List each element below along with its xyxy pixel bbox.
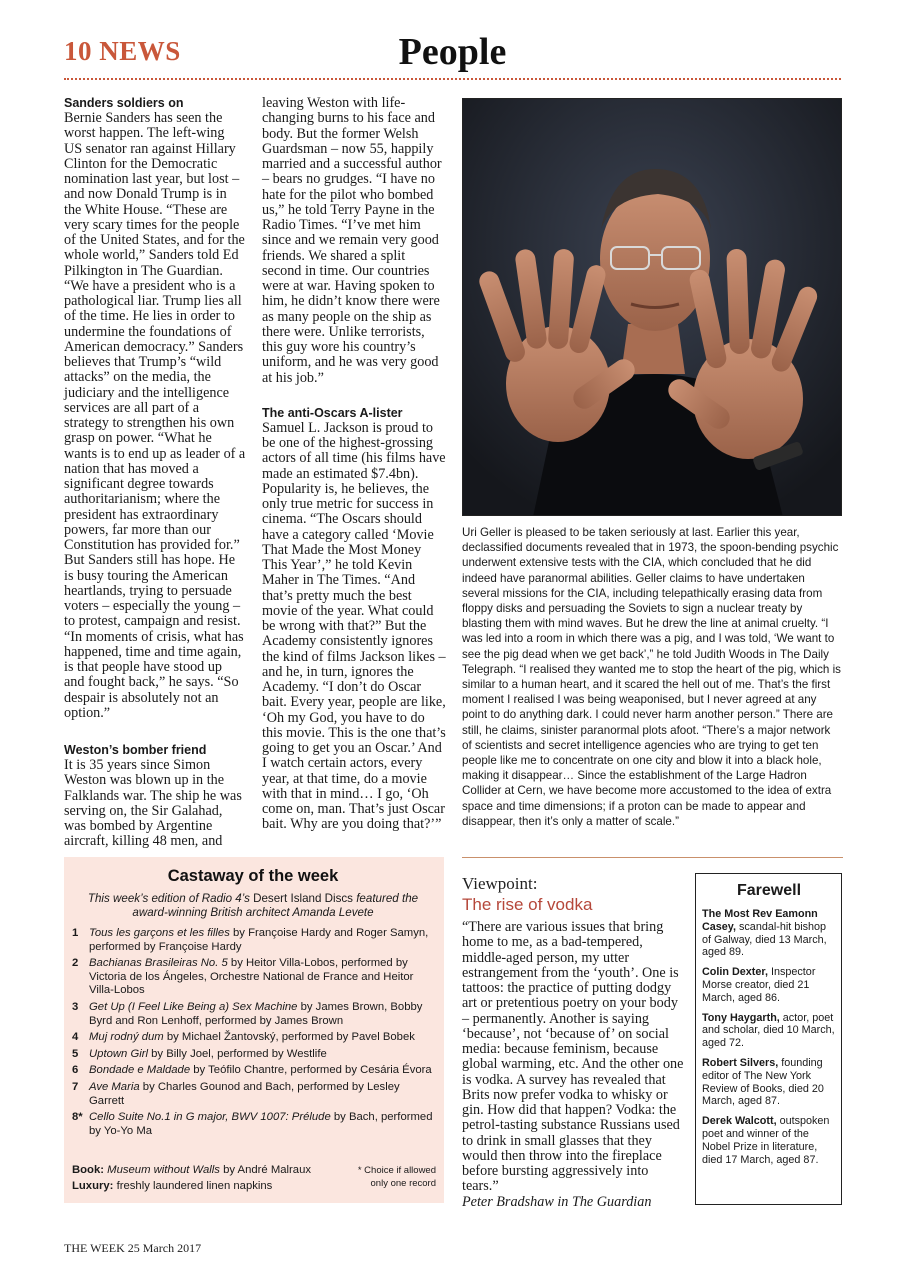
viewpoint-article: [462, 874, 684, 1210]
weston-body-continued: leaving Weston with life-changing burns to his face and body. But the former Welsh Guardsman – now 55, happily married and a successful author – bears no grudges. “I have no hate for the pilot who bombed us,” he told Terry Payne in the Radio Times. “I’ve met him since and we remain very good friends. We shared a split second in time. Our countries were at war. Having spoken to him, he didn’t know there were as many people on the ship as there were. Unlike terrorists, this guy wore his country’s uniform, and he was very good at his job.”: [262, 95, 442, 386]
weston-heading: Weston’s bomber friend: [64, 743, 207, 757]
track-title: Bondade e Maldade: [89, 1064, 191, 1077]
track-credits: by Heitor Villa-Lobos, performed by Victoria de los Ángeles, Orchestre National de France and Heitor Villa-Lobos: [89, 957, 414, 997]
castaway-title: Castaway of the week: [167, 867, 339, 885]
farewell-entry: [702, 908, 836, 959]
track-number: 4: [72, 1031, 79, 1044]
track-item: [72, 1111, 434, 1138]
farewell-box: [695, 873, 842, 1205]
farewell-name: Robert Silvers,: [702, 1056, 779, 1069]
track-number: 6: [72, 1064, 79, 1077]
track-credits: by James Brown, Bobby Byrd and Ron Lenhoff, performed by James Brown: [89, 1000, 423, 1027]
track-title: Cello Suite No.1 in G major, BWV 1007: Prélude: [89, 1111, 331, 1124]
jackson-body: Samuel L. Jackson is proud to be one of the highest-grossing actors of all time (his films have made an estimated $7.4bn). Popularity is, he believes, the only true metric for success in cinema. “The Oscars should have a category called ‘Movie That Made the Most Money This Year’,” he told Kevin Maher in The Times. “And that’s pretty much the best movie of the year. What could be wrong with that?” But the Academy consistently ignores the kind of films Jackson likes – and he, in turn, ignores the Academy. “I don’t do Oscar bait. Every year, people are like, ‘Oh my God, you have to do this movie. This is the one that’s going to get you an Oscar.’ And I watch certain actors, every year, at that time, do a movie with that in mind… I go, ‘Oh come on, man. That’s just Oscar bait. Why are you doing that?’”: [262, 419, 446, 833]
photo-caption: Uri Geller is pleased to be taken seriously at last. Earlier this year, declassified documents revealed that in 1973, the spoon-bending psychic underwent extensive tests with the CIA, which concluded that he did indeed have paranormal abilities. Geller claims to have undertaken several missions for the CIA, including telepathically erasing data from floppy disks and persuading the Soviets to sign a nuclear treaty by blasting them with mind waves. But he drew the line at animal cruelty. “I was led into a room in which there was a pig, and I was told, ‘We want to see the pig dead when we get back’,” he told Judith Woods in The Daily Telegraph. “I realised they wanted me to stop the heart of the pig, which is similar to a human heart, and it scared the hell out of me. That’s the first moment I realised I was being weaponised, but I never agreed at any point to do anything dark. I could never harm another person.” There are still, he claims, sinister paranormal plots afoot. “There’s a major network of scientists and secret intelligence agencies who are trying to get ten people like me to concentrate on one city and blow it into a black hole, making it disappear… Since the establishment of the Large Hadron Collider at Cern, we have become more accustomed to the idea of extra space and time dimensions; if a proton can be made to appear and disappear, then it’s only a matter of scale.”: [462, 526, 841, 828]
castaway-tracklist: [72, 927, 434, 1138]
track-title: Get Up (I Feel Like Being a) Sex Machine: [89, 1000, 298, 1013]
farewell-desc: scandal-hit bishop of Galway, died 13 March, aged 89.: [702, 920, 827, 959]
sanders-heading: Sanders soldiers on: [64, 96, 184, 110]
farewell-entry: [702, 1115, 836, 1166]
track-credits: by Charles Gounod and Bach, performed by Lesley Garrett: [89, 1080, 400, 1107]
farewell-entry: [702, 1057, 836, 1108]
viewpoint-body: “There are various issues that bring home to me, as a bad-tempered, middle-aged person, my utter estrangement from the ‘youth’. One is tattoos: the practice of putting dodgy art or pretentious poetry on your body – permanently. Another is saying ‘because’, not ‘because of’ on social media: because feminism, because global warming, etc. And the other one is vodka. A survey has revealed that Brits now prefer vodka to whisky or gin. How did that happen? Vodka: the petrol-tasting substance Russians used to drink in small glasses that they would then throw into the fireplace before bursting aggressively into tears.”: [462, 919, 684, 1195]
page-footer: THE WEEK 25 March 2017: [64, 1241, 202, 1255]
track-title: Ave Maria: [89, 1080, 140, 1093]
header-divider: [64, 78, 841, 80]
castaway-intro-b: featured the award-winning British architect Amanda Levete: [132, 892, 419, 919]
farewell-name: The Most Rev Eamonn Casey,: [702, 908, 818, 933]
book-label: Book:: [72, 1164, 105, 1176]
track-item: [72, 957, 434, 998]
track-title: Uptown Girl: [89, 1047, 149, 1060]
page-number: 10: [64, 36, 92, 66]
farewell-desc: Inspector Morse creator, died 21 March, aged 86.: [702, 966, 816, 1004]
castaway-intro-show: Desert Island Discs: [253, 892, 353, 905]
viewpoint-label: Viewpoint:: [462, 874, 538, 893]
book-title: Museum without Walls: [107, 1164, 220, 1176]
castaway-box: [64, 857, 444, 1203]
track-item: [72, 1048, 434, 1062]
viewpoint-credit: Peter Bradshaw in The Guardian: [462, 1193, 652, 1210]
uri-geller-photo: [462, 98, 842, 516]
luxury-value: freshly laundered linen napkins: [116, 1180, 273, 1192]
track-item: [72, 1031, 434, 1045]
track-credits: by Françoise Hardy and Roger Samyn, performed by Françoise Hardy: [89, 927, 429, 953]
farewell-name: Colin Dexter,: [702, 966, 768, 979]
farewell-name: Tony Haygarth,: [702, 1011, 780, 1024]
castaway-note: [336, 1164, 436, 1190]
luxury-label: Luxury:: [72, 1180, 114, 1192]
track-number: 7: [72, 1080, 79, 1093]
track-credits: by Michael Žantovský, performed by Pavel Bobek: [163, 1031, 415, 1044]
photo-illustration: [463, 99, 842, 516]
track-number: 8*: [72, 1111, 83, 1124]
caption-divider: [462, 857, 843, 858]
note-line-2: only one record: [370, 1178, 436, 1189]
castaway-footer: [72, 1162, 436, 1194]
farewell-desc: outspoken poet and winner of the Nobel Prize in literature, died 17 March, aged 87.: [702, 1115, 830, 1166]
track-credits: by Billy Joel, performed by Westlife: [148, 1047, 327, 1060]
book-author: by André Malraux: [219, 1164, 312, 1176]
farewell-desc: founding editor of The New York Review of Books, died 20 March, aged 87.: [702, 1056, 824, 1108]
page-header: [64, 30, 841, 80]
column-middle: [262, 96, 446, 833]
track-item: [72, 1001, 434, 1028]
castaway-intro: [72, 892, 434, 920]
castaway-intro-a: This week’s edition of Radio 4’s: [87, 892, 254, 905]
farewell-name: Derek Walcott,: [702, 1115, 777, 1128]
track-title: Muj rodný dum: [89, 1031, 164, 1044]
track-item: [72, 1081, 434, 1108]
jackson-heading: The anti-Oscars A-lister: [262, 405, 403, 420]
track-number: 3: [72, 1000, 79, 1013]
farewell-title: Farewell: [736, 882, 802, 899]
viewpoint-title: The rise of vodka: [462, 895, 593, 914]
track-number: 5: [72, 1047, 79, 1060]
track-credits: by Teófilo Chantre, performed by Cesária Évora: [190, 1064, 432, 1077]
track-title: Bachianas Brasileiras No. 5: [89, 957, 228, 970]
track-number: 2: [72, 957, 79, 970]
track-title: Tous les garçons et les filles: [89, 927, 230, 939]
column-left: [64, 96, 246, 850]
farewell-entry: [702, 966, 836, 1004]
farewell-entry: [702, 1012, 836, 1050]
track-item: [72, 1064, 434, 1078]
page-title: People: [398, 31, 507, 73]
note-line-1: * Choice if allowed: [357, 1165, 436, 1176]
track-number: 1: [72, 927, 79, 939]
track-item: [72, 927, 434, 954]
section-label: NEWS: [99, 36, 181, 66]
track-credits: by Bach, performed by Yo-Yo Ma: [89, 1111, 433, 1137]
sanders-body: Bernie Sanders has seen the worst happen. The left-wing US senator ran against Hillary Clinton for the Democratic nomination last year, but lost – and now Donald Trump is in the White House. “These are very scary times for the people of the United States, and for the whole world,” Sanders told Ed Pilkington in The Guardian. “We have a president who is a pathological liar. Trump lies all of the time. He lies in order to undermine the foundations of American democracy.” Sanders believes that Trump’s “wild attacks” on the media, the judiciary and the intelligence services are all part of a strategy to strengthen his own grasp on power. “What he wants is to end up as leader of a nation that has moved a significant degree towards authoritarianism; where the president has extraordinary powers, far more than our Constitution has provided for.” But Sanders still has hope. He is busy touring the American heartlands, trying to persuade voters – especially the young – to protest, campaign and resist. “In moments of crisis, what has happened, time and time again, is that people have stood up and fought back,” he says. “So despair is absolutely not an option.”: [64, 110, 246, 721]
weston-body: It is 35 years since Simon Weston was blown up in the Falklands war. The ship he was serving on, the Sir Galahad, was bombed by Argentine aircraft, killing 48 men, and: [64, 757, 242, 850]
farewell-desc: actor, poet and scholar, died 10 March, aged 72.: [702, 1011, 835, 1050]
